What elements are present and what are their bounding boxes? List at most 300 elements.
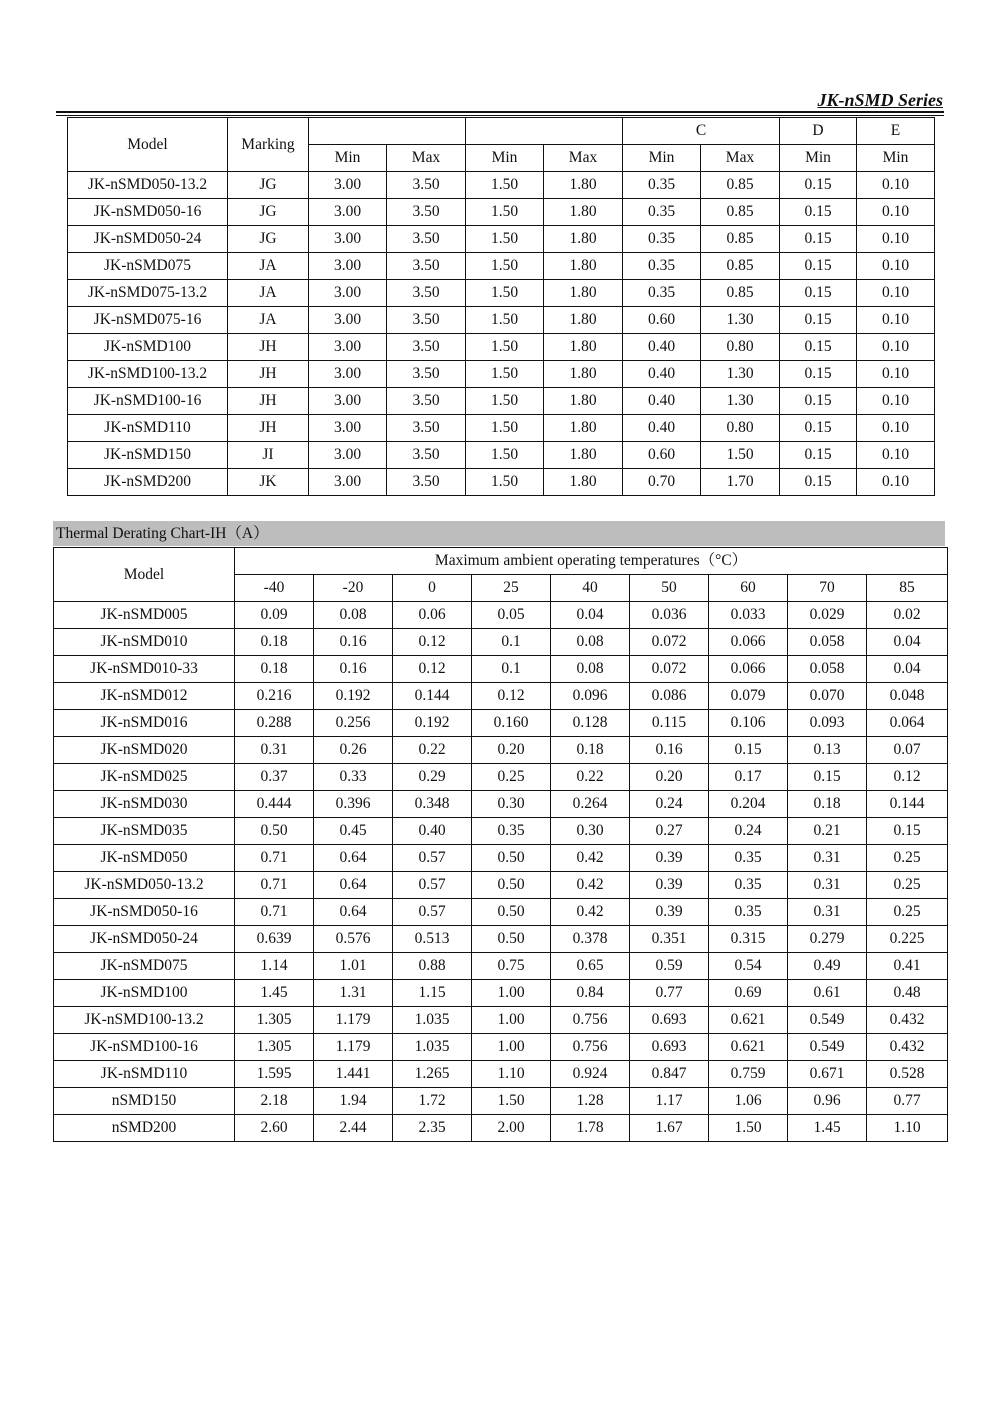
value-cell: 1.035 — [393, 1007, 472, 1034]
value-cell: JH — [228, 361, 309, 388]
value-cell: JI — [228, 442, 309, 469]
value-cell: 1.80 — [544, 361, 623, 388]
value-cell: 0.75 — [472, 953, 551, 980]
value-cell: JG — [228, 226, 309, 253]
value-cell: 0.35 — [623, 253, 701, 280]
value-cell: 0.15 — [709, 737, 788, 764]
value-cell: 1.50 — [466, 226, 544, 253]
value-cell: 0.30 — [551, 818, 630, 845]
value-cell: 0.96 — [788, 1088, 867, 1115]
value-cell: 0.50 — [472, 926, 551, 953]
dimensions-row — [68, 361, 935, 388]
value-cell: 0.40 — [393, 818, 472, 845]
model-cell: JK-nSMD020 — [54, 737, 235, 764]
value-cell: 0.10 — [857, 253, 935, 280]
value-cell: 0.80 — [701, 334, 780, 361]
value-cell: 0.693 — [630, 1034, 709, 1061]
value-cell: 0.066 — [709, 656, 788, 683]
subheader-min: Min — [780, 145, 857, 172]
value-cell: 0.31 — [788, 899, 867, 926]
value-cell: 0.25 — [867, 899, 948, 926]
model-cell: JK-nSMD110 — [54, 1061, 235, 1088]
value-cell: 0.42 — [551, 872, 630, 899]
value-cell: 0.21 — [788, 818, 867, 845]
value-cell: 1.30 — [701, 388, 780, 415]
value-cell: 3.00 — [309, 388, 387, 415]
subheader-max: Max — [701, 145, 780, 172]
value-cell: JH — [228, 334, 309, 361]
value-cell: 0.1 — [472, 656, 551, 683]
value-cell: 0.18 — [788, 791, 867, 818]
model-cell: JK-nSMD050-13.2 — [68, 172, 228, 199]
value-cell: 0.85 — [701, 172, 780, 199]
value-cell: 0.35 — [623, 280, 701, 307]
value-cell: 1.179 — [314, 1007, 393, 1034]
value-cell: 0.15 — [780, 469, 857, 496]
value-cell: 1.80 — [544, 415, 623, 442]
value-cell: 0.85 — [701, 226, 780, 253]
value-cell: 0.30 — [472, 791, 551, 818]
derating-row — [54, 602, 948, 629]
value-cell: 0.160 — [472, 710, 551, 737]
value-cell: 3.50 — [387, 199, 466, 226]
value-cell: 0.924 — [551, 1061, 630, 1088]
model-cell: JK-nSMD100-16 — [68, 388, 228, 415]
value-cell: 0.396 — [314, 791, 393, 818]
temp-header: 50 — [630, 575, 709, 602]
value-cell: 0.204 — [709, 791, 788, 818]
value-cell: 3.50 — [387, 172, 466, 199]
value-cell: 3.00 — [309, 199, 387, 226]
model-cell: JK-nSMD030 — [54, 791, 235, 818]
model-cell: JK-nSMD150 — [68, 442, 228, 469]
value-cell: 0.756 — [551, 1034, 630, 1061]
value-cell: 0.22 — [393, 737, 472, 764]
value-cell: 0.256 — [314, 710, 393, 737]
value-cell: 0.115 — [630, 710, 709, 737]
value-cell: 0.288 — [235, 710, 314, 737]
value-cell: 1.30 — [701, 307, 780, 334]
value-cell: 1.10 — [472, 1061, 551, 1088]
value-cell: 1.72 — [393, 1088, 472, 1115]
value-cell: 0.15 — [788, 764, 867, 791]
value-cell: 0.128 — [551, 710, 630, 737]
value-cell: 0.144 — [867, 791, 948, 818]
value-cell: 0.10 — [857, 280, 935, 307]
value-cell: 0.85 — [701, 253, 780, 280]
value-cell: 3.00 — [309, 280, 387, 307]
header-rule-thick — [56, 111, 944, 113]
value-cell: 0.18 — [551, 737, 630, 764]
value-cell: 0.39 — [630, 845, 709, 872]
value-cell: 1.80 — [544, 253, 623, 280]
temp-header: 40 — [551, 575, 630, 602]
value-cell: 0.35 — [709, 899, 788, 926]
value-cell: 0.15 — [780, 253, 857, 280]
value-cell: 0.066 — [709, 629, 788, 656]
value-cell: 1.06 — [709, 1088, 788, 1115]
value-cell: JA — [228, 280, 309, 307]
model-cell: JK-nSMD075-16 — [68, 307, 228, 334]
value-cell: 1.94 — [314, 1088, 393, 1115]
dimensions-row — [68, 307, 935, 334]
value-cell: 0.759 — [709, 1061, 788, 1088]
dimensions-row — [68, 442, 935, 469]
value-cell: 0.70 — [623, 469, 701, 496]
value-cell: 1.50 — [466, 361, 544, 388]
model-cell: JK-nSMD100-13.2 — [54, 1007, 235, 1034]
derating-row — [54, 764, 948, 791]
value-cell: 0.80 — [701, 415, 780, 442]
value-cell: 0.10 — [857, 307, 935, 334]
value-cell: 0.086 — [630, 683, 709, 710]
value-cell: 0.54 — [709, 953, 788, 980]
value-cell: 0.10 — [857, 334, 935, 361]
derating-row — [54, 629, 948, 656]
value-cell: 1.00 — [472, 1007, 551, 1034]
value-cell: 0.15 — [780, 388, 857, 415]
value-cell: 0.432 — [867, 1034, 948, 1061]
value-cell: 0.064 — [867, 710, 948, 737]
value-cell: 1.50 — [466, 415, 544, 442]
value-cell: 0.10 — [857, 226, 935, 253]
value-cell: 2.35 — [393, 1115, 472, 1142]
value-cell: 0.144 — [393, 683, 472, 710]
value-cell: 2.44 — [314, 1115, 393, 1142]
model-cell: JK-nSMD010 — [54, 629, 235, 656]
value-cell: 1.50 — [472, 1088, 551, 1115]
model-cell: JK-nSMD100 — [68, 334, 228, 361]
dimensions-row — [68, 172, 935, 199]
header-rule-thin — [56, 115, 944, 116]
value-cell: 0.88 — [393, 953, 472, 980]
model-cell: JK-nSMD075 — [68, 253, 228, 280]
value-cell: 0.08 — [314, 602, 393, 629]
value-cell: 0.17 — [709, 764, 788, 791]
model-cell: JK-nSMD050-16 — [68, 199, 228, 226]
value-cell: 0.756 — [551, 1007, 630, 1034]
value-cell: 1.50 — [466, 469, 544, 496]
dimensions-row — [68, 280, 935, 307]
value-cell: 0.15 — [780, 307, 857, 334]
value-cell: 0.40 — [623, 388, 701, 415]
derating-row — [54, 1088, 948, 1115]
value-cell: 0.42 — [551, 845, 630, 872]
value-cell: 0.18 — [235, 656, 314, 683]
value-cell: 0.106 — [709, 710, 788, 737]
value-cell: 0.12 — [867, 764, 948, 791]
derating-row — [54, 1115, 948, 1142]
value-cell: 0.50 — [235, 818, 314, 845]
temp-header: 0 — [393, 575, 472, 602]
model-cell: JK-nSMD050-13.2 — [54, 872, 235, 899]
value-cell: 0.35 — [709, 872, 788, 899]
model-cell: JK-nSMD050 — [54, 845, 235, 872]
value-cell: 0.48 — [867, 980, 948, 1007]
model-cell: JK-nSMD110 — [68, 415, 228, 442]
temp-header: 85 — [867, 575, 948, 602]
value-cell: 1.14 — [235, 953, 314, 980]
value-cell: 0.16 — [314, 629, 393, 656]
header-marking: Marking — [228, 118, 309, 172]
value-cell: 3.00 — [309, 415, 387, 442]
model-cell: JK-nSMD050-24 — [68, 226, 228, 253]
value-cell: 0.671 — [788, 1061, 867, 1088]
value-cell: 0.279 — [788, 926, 867, 953]
value-cell: JH — [228, 388, 309, 415]
value-cell: 1.80 — [544, 280, 623, 307]
value-cell: 0.216 — [235, 683, 314, 710]
value-cell: 0.639 — [235, 926, 314, 953]
value-cell: 0.49 — [788, 953, 867, 980]
header-group-e: E — [857, 118, 935, 145]
model-cell: nSMD200 — [54, 1115, 235, 1142]
value-cell: 0.058 — [788, 629, 867, 656]
value-cell: 1.00 — [472, 1034, 551, 1061]
value-cell: 0.058 — [788, 656, 867, 683]
value-cell: 0.621 — [709, 1007, 788, 1034]
model-cell: JK-nSMD100 — [54, 980, 235, 1007]
value-cell: 0.04 — [867, 629, 948, 656]
header-group-c: C — [623, 118, 780, 145]
header-group-b — [466, 118, 623, 145]
value-cell: 0.57 — [393, 872, 472, 899]
model-cell: JK-nSMD200 — [68, 469, 228, 496]
value-cell: 0.04 — [551, 602, 630, 629]
value-cell: 1.50 — [466, 199, 544, 226]
value-cell: 0.27 — [630, 818, 709, 845]
value-cell: 3.50 — [387, 415, 466, 442]
value-cell: 1.50 — [466, 307, 544, 334]
value-cell: 2.18 — [235, 1088, 314, 1115]
value-cell: 0.693 — [630, 1007, 709, 1034]
model-cell: JK-nSMD012 — [54, 683, 235, 710]
value-cell: 0.15 — [780, 415, 857, 442]
value-cell: 1.45 — [788, 1115, 867, 1142]
value-cell: 3.00 — [309, 307, 387, 334]
value-cell: 1.50 — [466, 172, 544, 199]
value-cell: 1.305 — [235, 1007, 314, 1034]
value-cell: 0.15 — [780, 361, 857, 388]
value-cell: 3.00 — [309, 334, 387, 361]
value-cell: 0.15 — [867, 818, 948, 845]
value-cell: 0.621 — [709, 1034, 788, 1061]
value-cell: 0.048 — [867, 683, 948, 710]
temp-header: -40 — [235, 575, 314, 602]
value-cell: 1.80 — [544, 172, 623, 199]
value-cell: 3.00 — [309, 253, 387, 280]
value-cell: 0.40 — [623, 415, 701, 442]
value-cell: 0.84 — [551, 980, 630, 1007]
model-cell: JK-nSMD010-33 — [54, 656, 235, 683]
value-cell: 0.549 — [788, 1034, 867, 1061]
value-cell: 1.15 — [393, 980, 472, 1007]
value-cell: 0.15 — [780, 172, 857, 199]
value-cell: JK — [228, 469, 309, 496]
value-cell: 2.00 — [472, 1115, 551, 1142]
value-cell: 0.35 — [623, 172, 701, 199]
value-cell: 0.25 — [867, 845, 948, 872]
value-cell: 1.70 — [701, 469, 780, 496]
value-cell: 0.64 — [314, 899, 393, 926]
value-cell: 0.09 — [235, 602, 314, 629]
temp-header: 25 — [472, 575, 551, 602]
series-title: JK-nSMD Series — [817, 90, 943, 110]
value-cell: 3.50 — [387, 280, 466, 307]
model-cell: JK-nSMD075-13.2 — [68, 280, 228, 307]
value-cell: 0.15 — [780, 199, 857, 226]
dimensions-row — [68, 388, 935, 415]
value-cell: 0.315 — [709, 926, 788, 953]
value-cell: 0.029 — [788, 602, 867, 629]
value-cell: 0.77 — [630, 980, 709, 1007]
subheader-min: Min — [309, 145, 387, 172]
value-cell: 0.39 — [630, 899, 709, 926]
value-cell: 0.57 — [393, 899, 472, 926]
value-cell: 1.80 — [544, 199, 623, 226]
value-cell: 0.29 — [393, 764, 472, 791]
value-cell: 0.12 — [472, 683, 551, 710]
value-cell: 1.80 — [544, 226, 623, 253]
dimensions-row — [68, 253, 935, 280]
header-group-d: D — [780, 118, 857, 145]
value-cell: 3.50 — [387, 388, 466, 415]
value-cell: 0.31 — [235, 737, 314, 764]
value-cell: 0.07 — [867, 737, 948, 764]
header-group-a — [309, 118, 466, 145]
value-cell: 0.549 — [788, 1007, 867, 1034]
value-cell: 0.33 — [314, 764, 393, 791]
derating-row — [54, 818, 948, 845]
value-cell: 0.847 — [630, 1061, 709, 1088]
dimensions-header-row — [68, 118, 935, 145]
value-cell: 0.57 — [393, 845, 472, 872]
value-cell: 0.35 — [709, 845, 788, 872]
value-cell: 3.00 — [309, 172, 387, 199]
dimensions-row — [68, 469, 935, 496]
value-cell: 0.41 — [867, 953, 948, 980]
value-cell: 0.71 — [235, 845, 314, 872]
value-cell: 1.30 — [701, 361, 780, 388]
value-cell: 1.10 — [867, 1115, 948, 1142]
value-cell: 2.60 — [235, 1115, 314, 1142]
value-cell: 0.35 — [623, 199, 701, 226]
value-cell: 0.65 — [551, 953, 630, 980]
model-cell: nSMD150 — [54, 1088, 235, 1115]
header-temperature: Maximum ambient operating temperatures（°C） — [235, 548, 948, 575]
value-cell: 0.16 — [314, 656, 393, 683]
derating-row — [54, 683, 948, 710]
value-cell: 0.50 — [472, 845, 551, 872]
derating-row — [54, 710, 948, 737]
value-cell: 3.00 — [309, 442, 387, 469]
value-cell: 0.59 — [630, 953, 709, 980]
model-cell: JK-nSMD050-24 — [54, 926, 235, 953]
value-cell: 1.50 — [466, 388, 544, 415]
value-cell: 0.71 — [235, 899, 314, 926]
value-cell: 1.01 — [314, 953, 393, 980]
value-cell: 0.10 — [857, 172, 935, 199]
value-cell: 0.15 — [780, 334, 857, 361]
value-cell: 1.80 — [544, 334, 623, 361]
value-cell: 0.513 — [393, 926, 472, 953]
value-cell: 0.15 — [780, 442, 857, 469]
value-cell: 0.39 — [630, 872, 709, 899]
value-cell: 3.50 — [387, 307, 466, 334]
dimensions-row — [68, 226, 935, 253]
derating-row — [54, 737, 948, 764]
value-cell: 0.036 — [630, 602, 709, 629]
temp-header: -20 — [314, 575, 393, 602]
value-cell: 1.50 — [466, 442, 544, 469]
value-cell: 0.351 — [630, 926, 709, 953]
value-cell: 0.10 — [857, 415, 935, 442]
value-cell: 1.17 — [630, 1088, 709, 1115]
value-cell: 1.265 — [393, 1061, 472, 1088]
value-cell: 0.08 — [551, 629, 630, 656]
value-cell: 0.20 — [630, 764, 709, 791]
value-cell: 3.50 — [387, 226, 466, 253]
value-cell: 0.71 — [235, 872, 314, 899]
value-cell: 0.08 — [551, 656, 630, 683]
subheader-max: Max — [387, 145, 466, 172]
model-cell: JK-nSMD035 — [54, 818, 235, 845]
value-cell: 0.16 — [630, 737, 709, 764]
derating-row — [54, 926, 948, 953]
value-cell: 1.305 — [235, 1034, 314, 1061]
derating-row — [54, 845, 948, 872]
model-cell: JK-nSMD100-13.2 — [68, 361, 228, 388]
value-cell: 1.50 — [709, 1115, 788, 1142]
value-cell: 0.12 — [393, 629, 472, 656]
derating-row — [54, 1034, 948, 1061]
derating-row — [54, 899, 948, 926]
value-cell: 3.50 — [387, 361, 466, 388]
value-cell: JA — [228, 253, 309, 280]
value-cell: 0.264 — [551, 791, 630, 818]
header-model: Model — [54, 548, 235, 602]
value-cell: 0.192 — [314, 683, 393, 710]
value-cell: 0.072 — [630, 629, 709, 656]
model-cell: JK-nSMD075 — [54, 953, 235, 980]
value-cell: 0.444 — [235, 791, 314, 818]
subheader-min: Min — [857, 145, 935, 172]
value-cell: 0.31 — [788, 872, 867, 899]
value-cell: 1.50 — [466, 253, 544, 280]
value-cell: 0.40 — [623, 361, 701, 388]
derating-row — [54, 1007, 948, 1034]
value-cell: 1.035 — [393, 1034, 472, 1061]
value-cell: 0.02 — [867, 602, 948, 629]
value-cell: 1.00 — [472, 980, 551, 1007]
value-cell: JG — [228, 199, 309, 226]
value-cell: 0.06 — [393, 602, 472, 629]
value-cell: 1.80 — [544, 442, 623, 469]
value-cell: 0.26 — [314, 737, 393, 764]
value-cell: 0.15 — [780, 226, 857, 253]
value-cell: 1.595 — [235, 1061, 314, 1088]
derating-row — [54, 953, 948, 980]
derating-row — [54, 872, 948, 899]
derating-row — [54, 791, 948, 818]
value-cell: 0.60 — [623, 442, 701, 469]
value-cell: 0.13 — [788, 737, 867, 764]
value-cell: 1.28 — [551, 1088, 630, 1115]
subheader-min: Min — [623, 145, 701, 172]
value-cell: 0.69 — [709, 980, 788, 1007]
value-cell: 0.05 — [472, 602, 551, 629]
value-cell: 0.10 — [857, 199, 935, 226]
